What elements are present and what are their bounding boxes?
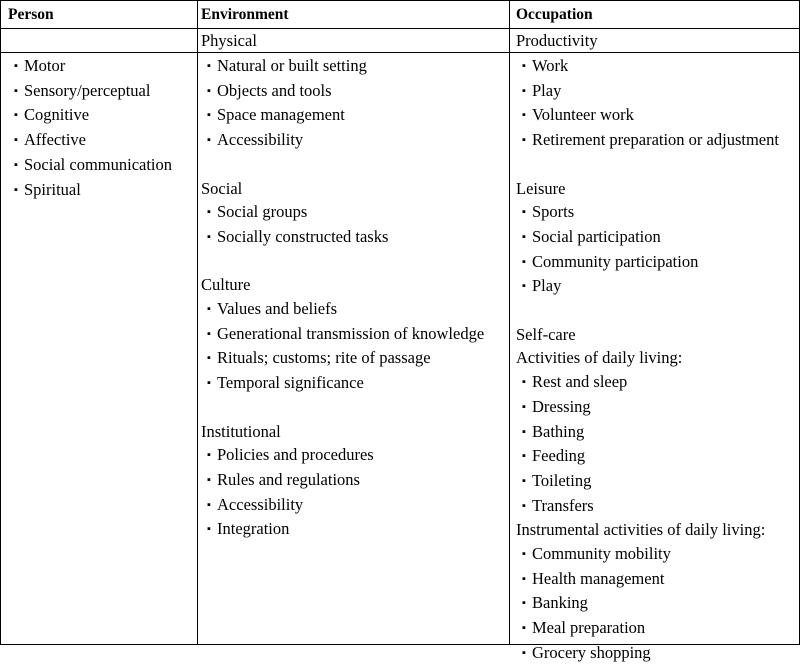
list-item: ▪ Accessibility [201, 128, 508, 153]
group-title-institutional: Institutional [201, 421, 281, 441]
subheader-divider [1, 52, 799, 53]
spacer [201, 250, 508, 274]
column-divider-2 [509, 1, 510, 644]
list-item: ▪ Sports [516, 200, 800, 225]
list-item: ▪ Generational transmission of knowledge [201, 322, 508, 347]
list-item: ▪ Affective [8, 128, 196, 153]
spacer [516, 153, 800, 177]
list-item: ▪ Spiritual [8, 178, 196, 203]
group-title-iadl: Instrumental activities of daily living: [516, 520, 766, 540]
subheader-productivity: Productivity [516, 31, 598, 50]
list-item: ▪ Sensory/perceptual [8, 79, 196, 104]
list-item: ▪ Values and beliefs [201, 297, 508, 322]
list-item: ▪ Integration [201, 517, 508, 542]
list-item: ▪ Policies and procedures [201, 443, 508, 468]
list-item: ▪ Rest and sleep [516, 370, 800, 395]
list-item: ▪ Temporal significance [201, 371, 508, 396]
header-divider [1, 28, 799, 29]
list-item: ▪ Volunteer work [516, 103, 800, 128]
list-item: ▪ Rituals; customs; rite of passage [201, 346, 508, 371]
spacer [201, 153, 508, 177]
list-item: ▪ Motor [8, 54, 196, 79]
group-title-culture: Culture [201, 275, 251, 295]
list-item: ▪ Rules and regulations [201, 468, 508, 493]
list-item: ▪ Meal preparation [516, 616, 800, 641]
list-item: ▪ Community participation [516, 250, 800, 275]
group-title-social: Social [201, 178, 243, 198]
list-item: ▪ Grocery shopping [516, 641, 800, 666]
list-item: ▪ Transfers [516, 494, 800, 519]
group-title-leisure: Leisure [516, 178, 566, 198]
list-item: ▪ Cognitive [8, 103, 196, 128]
header-occupation: Occupation [516, 6, 593, 23]
group-title-adl: Activities of daily living: [516, 348, 683, 368]
column-divider-1 [197, 1, 198, 644]
header-person: Person [8, 6, 54, 23]
list-item: ▪ Feeding [516, 444, 800, 469]
list-item: ▪ Natural or built setting [201, 54, 508, 79]
subheader-physical: Physical [201, 31, 257, 50]
environment-column [201, 54, 508, 542]
list-item: ▪ Work [516, 54, 800, 79]
list-item: ▪ Objects and tools [201, 79, 508, 104]
list-item: ▪ Retirement preparation or adjustment [516, 128, 800, 153]
list-item: ▪ Play [516, 274, 800, 299]
spacer [516, 299, 800, 323]
person-column [8, 54, 196, 202]
list-item: ▪ Social communication [8, 153, 196, 178]
list-item: ▪ Accessibility [201, 493, 508, 518]
list-item: ▪ Health management [516, 567, 800, 592]
list-item: ▪ Space management [201, 103, 508, 128]
list-item: ▪ Banking [516, 591, 800, 616]
list-item: ▪ Toileting [516, 469, 800, 494]
list-item: ▪ Socially constructed tasks [201, 225, 508, 250]
list-item: ▪ Bathing [516, 420, 800, 445]
header-environment: Environment [201, 6, 289, 23]
occupation-column [516, 54, 800, 666]
list-item: ▪ Social groups [201, 200, 508, 225]
group-title-selfcare: Self-care [516, 324, 576, 344]
list-item: ▪ Play [516, 79, 800, 104]
spacer [201, 396, 508, 420]
list-item: ▪ Dressing [516, 395, 800, 420]
list-item: ▪ Community mobility [516, 542, 800, 567]
list-item: ▪ Social participation [516, 225, 800, 250]
